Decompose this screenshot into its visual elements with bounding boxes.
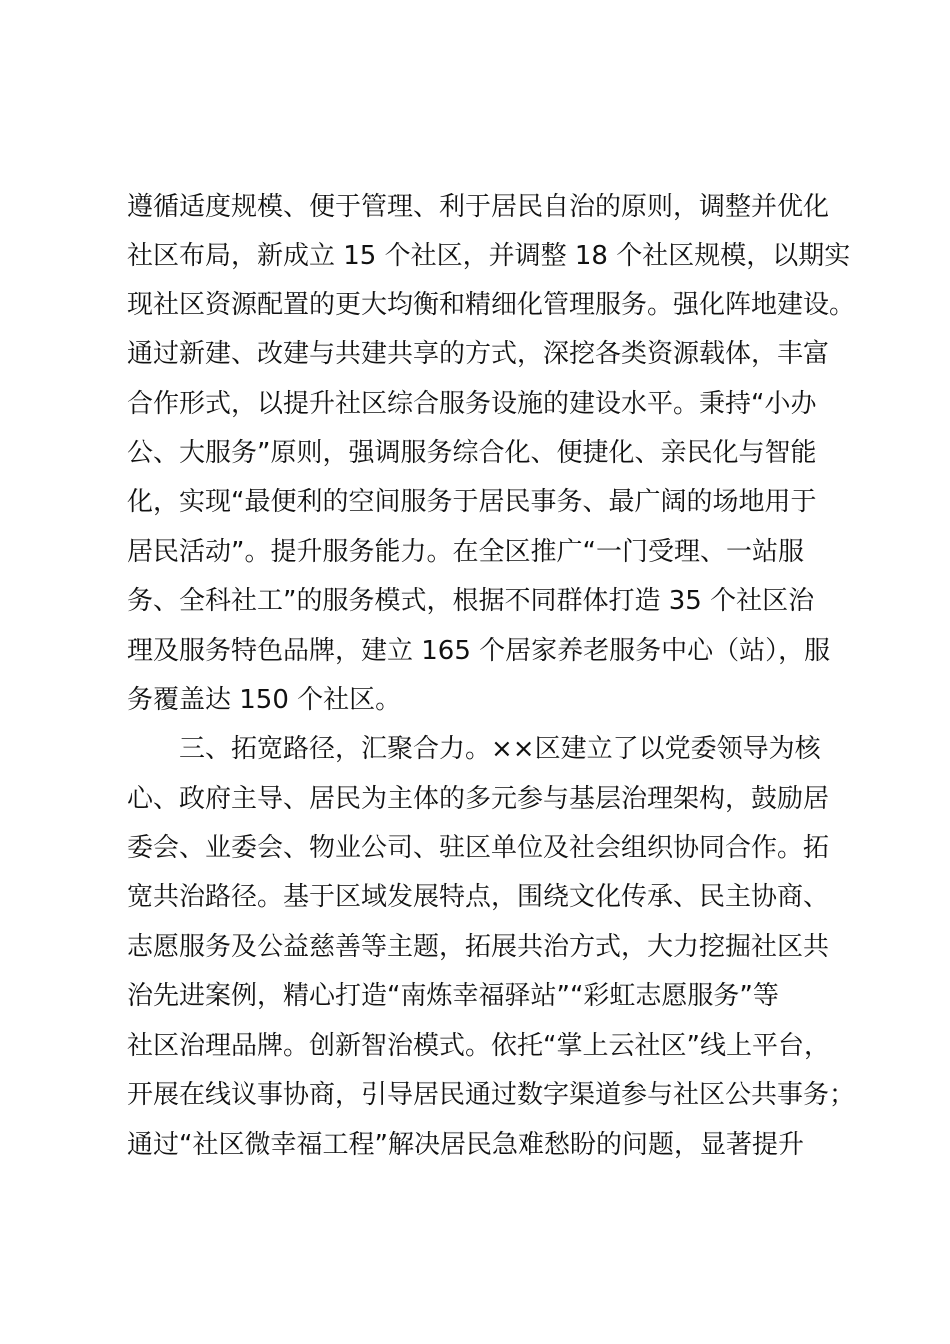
text-line: 理及服务特色品牌，建立 165 个居家养老服务中心（站），服: [127, 636, 831, 666]
text-line: 志愿服务及公益慈善等主题，拓展共治方式，大力挖掘社区共: [127, 932, 830, 962]
text-line: 公、大服务”原则，强调服务综合化、便捷化、亲民化与智能: [127, 438, 817, 468]
text-line: 心、政府主导、居民为主体的多元参与基层治理架构，鼓励居: [127, 784, 830, 814]
text-line: 通过新建、改建与共建共享的方式，深挖各类资源载体，丰富: [127, 339, 830, 369]
text-line: 现社区资源配置的更大均衡和精细化管理服务。强化阵地建设。: [127, 290, 856, 320]
paragraph-start-line: 三、拓宽路径，汇聚合力。××区建立了以党委领导为核: [179, 734, 821, 764]
text-line: 开展在线议事协商，引导居民通过数字渠道参与社区公共事务；: [127, 1080, 856, 1110]
text-line: 宽共治路径。基于区域发展特点，围绕文化传承、民主协商、: [127, 882, 830, 912]
text-line: 务覆盖达 150 个社区。: [127, 685, 402, 715]
text-line: 化，实现“最便利的空间服务于居民事务、最广阔的场地用于: [127, 487, 817, 517]
text-line: 居民活动”。提升服务能力。在全区推广“一门受理、一站服: [127, 537, 804, 567]
text-line: 合作形式，以提升社区综合服务设施的建设水平。秉持“小办: [127, 389, 817, 419]
text-line: 社区治理品牌。创新智治模式。依托“掌上云社区”线上平台，: [127, 1031, 830, 1061]
text-line: 委会、业委会、物业公司、驻区单位及社会组织协同合作。拓: [127, 833, 830, 863]
text-line: 社区布局，新成立 15 个社区，并调整 18 个社区规模，以期实: [127, 241, 851, 271]
text-line: 遵循适度规模、便于管理、利于居民自治的原则，调整并优化: [127, 192, 830, 222]
text-line: 务、全科社工”的服务模式，根据不同群体打造 35 个社区治: [127, 586, 815, 616]
text-line: 治先进案例，精心打造“南炼幸福驿站”“彩虹志愿服务”等: [127, 981, 779, 1011]
text-line: 通过“社区微幸福工程”解决居民急难愁盼的问题，显著提升: [127, 1130, 804, 1160]
